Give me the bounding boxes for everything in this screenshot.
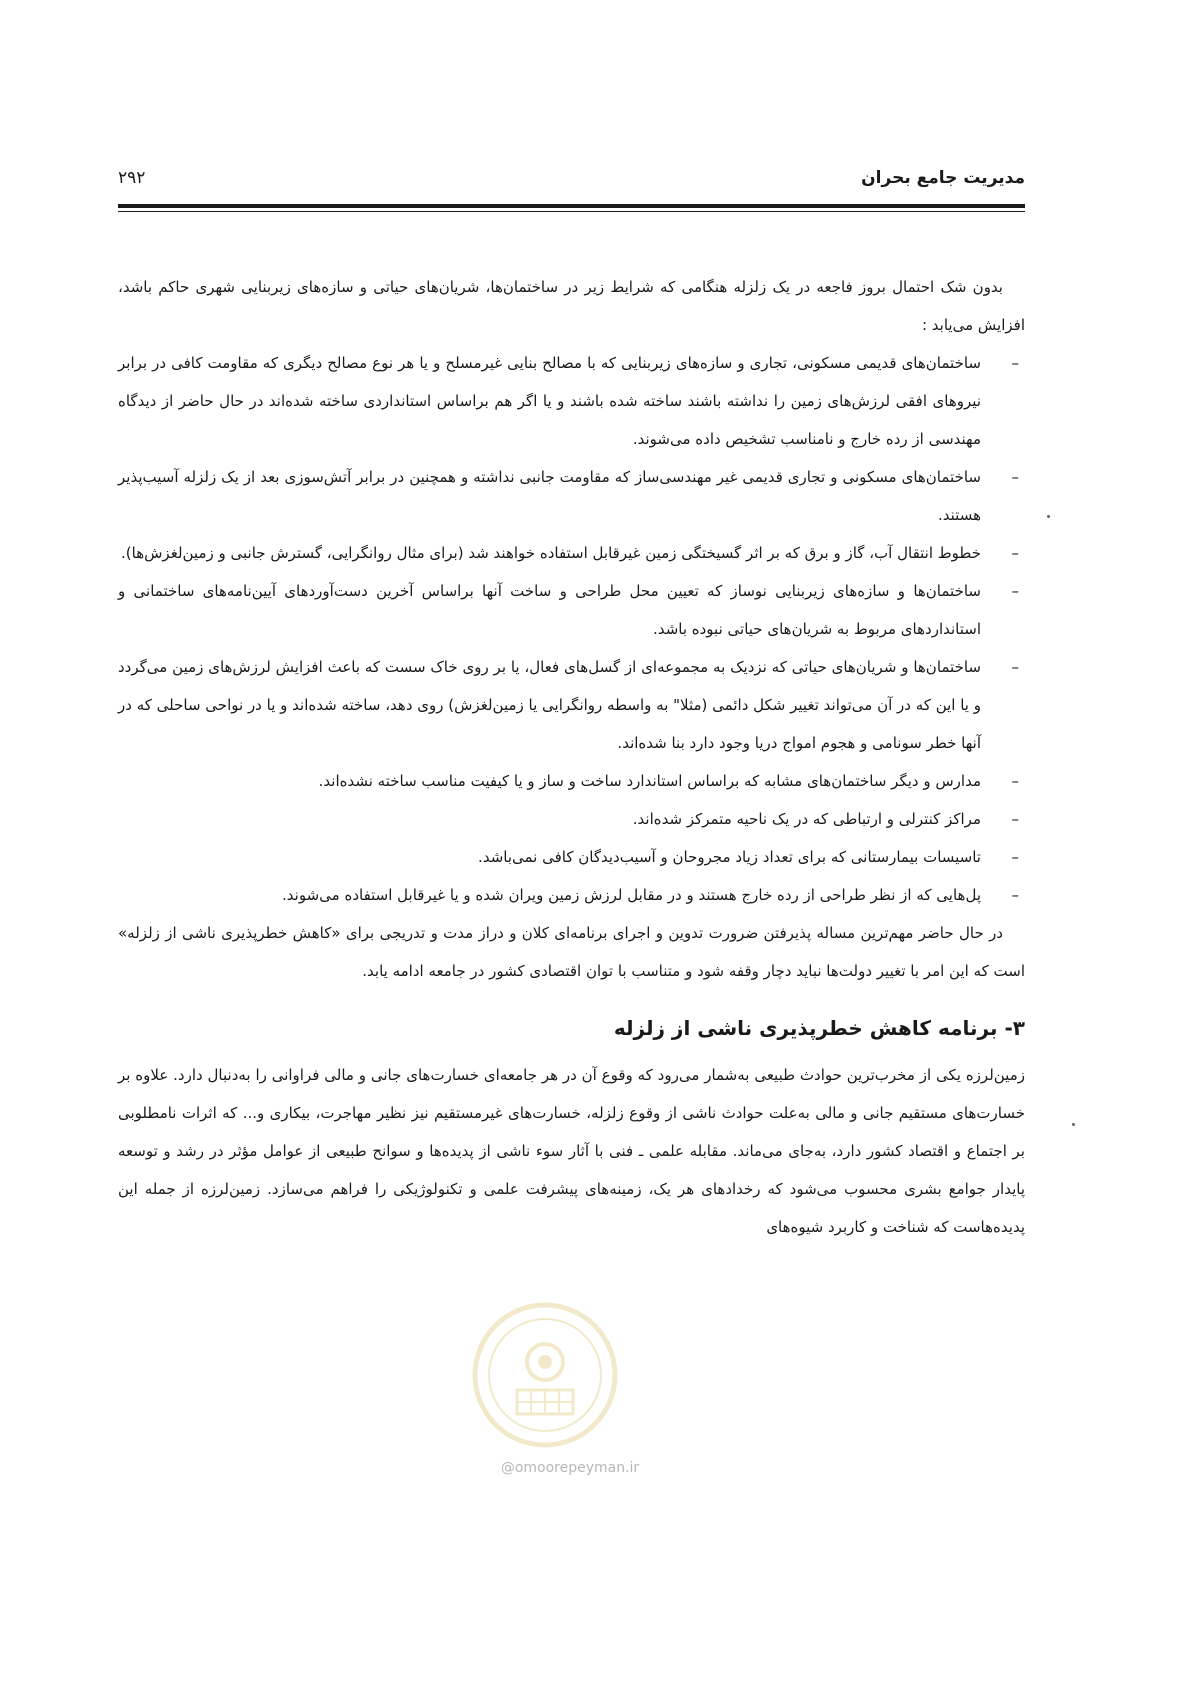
list-item: – پل‌هایی که از نظر طراحی از رده خارج هستند و در مقابل لرزش زمین ویران شده و یا غیرقابل استفاده می‌شوند. xyxy=(118,876,1025,914)
watermark-text: @omoorepeyman.ir xyxy=(500,1460,640,1476)
list-item: – ساختمان‌های مسکونی و تجاری قدیمی غیر مهندسی‌ساز که مقاومت جانبی نداشته و همچنین در برابر آتش‌سوزی بعد از یک زلزله آسیب‌پذیر هستند. xyxy=(118,458,1025,534)
list-item: – ساختمان‌ها و شریان‌های حیاتی که نزدیک به مجموعه‌ای از گسل‌های فعال، یا بر روی خاک سست که باعث افزایش لرزش‌های زمین می‌گردد و یا این که در آن می‌تواند تغییر شکل دائمی (مثلا" به واسطه روانگرایی یا زمین‌لغزش) روی دهد، ساخته شده‌اند و یا در نواحی ساحلی که در آنها خطر سونامی و هجوم امواج دریا وجود دارد بنا شده‌اند. xyxy=(118,648,1025,762)
closing-paragraph: در حال حاضر مهم‌ترین مساله پذیرفتن ضرورت تدوین و اجرای برنامه‌ای کلان و دراز مدت و تدریجی برای «کاهش خطرپذیری ناشی از زلزله» است که این امر با تغییر دولت‌ها نباید دچار وقفه شود و متناسب با توان اقتصادی کشور در جامعه ادامه یابد. xyxy=(118,924,1025,980)
section-paragraph: زمین‌لرزه یکی از مخرب‌ترین حوادث طبیعی به‌شمار می‌رود که وقوع آن در هر جامعه‌ای خسارت‌های جانی و مالی فراوانی را به‌دنبال دارد. علاوه بر خسارت‌های مستقیم جانی و مالی به‌علت حوادث ناشی از وقوع زلزله، خسارت‌های غیرمستقیم نیز نظیر مهاجرت، بیکاری و... که اثرات نامطلوبی بر اجتماع و اقتصاد کشور دارد، به‌جای می‌ماند. مقابله علمی ـ فنی با آثار سوء ناشی از پدیده‌ها و سوانح طبیعی از عوامل مؤثر در رشد و توسعه پایدار جوامع بشری محسوب می‌شود که رخدادهای هر یک، زمینه‌های پیشرفت علمی و تکنولوژیکی را فراهم می‌سازد. زمین‌لرزه از جمله این پدیده‌هاست که شناخت و کاربرد شیوه‌های xyxy=(118,1066,1025,1236)
header-rule-thick xyxy=(118,204,1025,208)
header-rule-thin xyxy=(118,211,1025,212)
list-item: – مدارس و دیگر ساختمان‌های مشابه که براساس استاندارد ساخت و ساز و یا کیفیت مناسب ساخته نشده‌اند. xyxy=(118,762,1025,800)
list-item: – تاسیسات بیمارستانی که برای تعداد زیاد مجروحان و آسیب‌دیدگان کافی نمی‌باشد. xyxy=(118,838,1025,876)
list-item: – خطوط انتقال آب، گاز و برق که بر اثر گسیختگی زمین غیرقابل استفاده خواهند شد (برای مثال روانگرایی، گسترش جانبی و زمین‌لغزش‌ها). xyxy=(118,534,1025,572)
list-item: – مراکز کنترلی و ارتباطی که در یک ناحیه متمرکز شده‌اند. xyxy=(118,800,1025,838)
list-item: – ساختمان‌ها و سازه‌های زیربنایی نوساز که تعیین محل طراحی و ساخت آنها براساس آخرین دست‌آوردهای آیین‌نامه‌های ساختمانی و استانداردهای مربوط به شریان‌های حیاتی نبوده باشد. xyxy=(118,572,1025,648)
list-item: – ساختمان‌های قدیمی مسکونی، تجاری و سازه‌های زیربنایی که با مصالح بنایی غیرمسلح و یا هر نوع مصالح دیگری که مقاومت کافی در برابر نیروهای افقی لرزش‌های زمین را نداشته باشند ساخته شده باشند و یا اگر هم براساس استانداردی ساخته شده‌اند در حال حاضر از دیدگاه مهندسی از رده خارج و نامناسب تشخیص داده می‌شوند. xyxy=(118,344,1025,458)
margin-dot xyxy=(1047,515,1050,518)
watermark-seal-icon xyxy=(470,1300,620,1450)
page-number: ۲۹۲ xyxy=(118,168,146,188)
conditions-list xyxy=(118,344,1025,914)
running-title: مدیریت جامع بحران xyxy=(861,168,1025,188)
intro-paragraph: بدون شک احتمال بروز فاجعه در یک زلزله هنگامی که شرایط زیر در ساختمان‌ها، شریان‌های حیاتی و سازه‌های زیربنایی شهری حاکم باشد، افزایش می‌یابد : xyxy=(118,278,1025,334)
running-header xyxy=(118,168,1025,204)
body-text xyxy=(118,268,1025,1246)
section-heading: ۳- برنامه کاهش خطرپذیری ناشی از زلزله xyxy=(613,1016,1025,1040)
margin-dot xyxy=(1072,1123,1075,1126)
